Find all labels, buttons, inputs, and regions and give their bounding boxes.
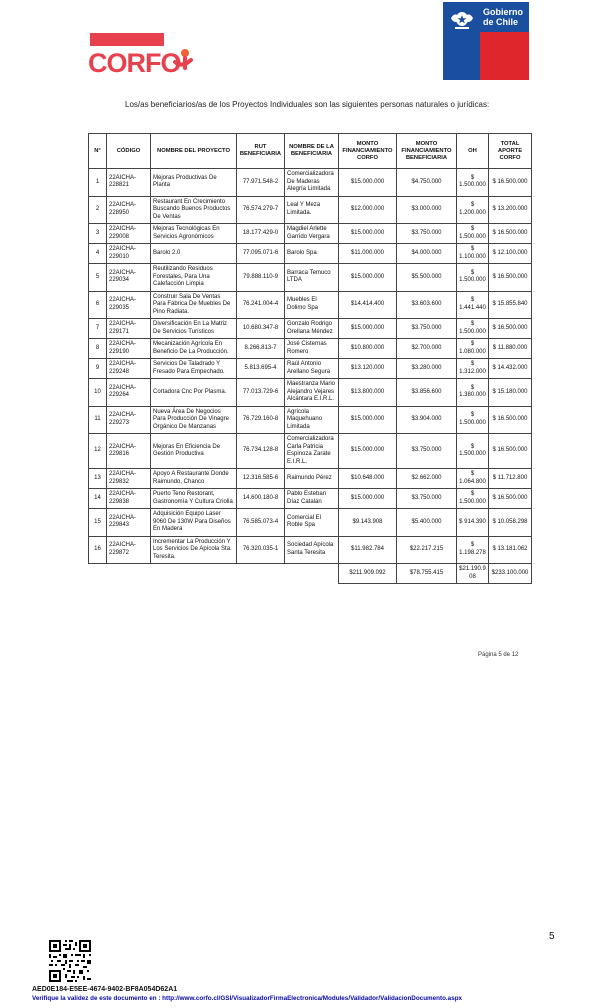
page-indicator: Página 5 de 12 [478, 652, 519, 658]
total-aporte: $ 11.880.000 [489, 339, 532, 359]
total-aporte: $ 16.500.000 [489, 434, 532, 469]
project-name: Cortadora Cnc Por Plasma. [151, 379, 237, 407]
row-number: 16 [89, 536, 107, 564]
row-number: 11 [89, 406, 107, 434]
corfo-logo-text: CORFO [88, 48, 181, 78]
project-name: Servicios De Taladrado Y Fresado Para Empechado. [151, 359, 237, 379]
chile-coat-of-arms-icon [449, 10, 475, 37]
project-name: Nueva Área De Negocios Para Producción De Vinagre Orgánico De Manzanas [151, 406, 237, 434]
amount-corfo: $12.000.000 [339, 196, 397, 224]
col-header-nombre-proyecto: NOMBRE DEL PROYECTO [151, 134, 237, 169]
rut-beneficiaria: 79.888.110-9 [237, 264, 285, 292]
amount-beneficiary: $3.750.000 [397, 489, 457, 509]
row-number: 13 [89, 469, 107, 489]
gobierno-logo-blue-panel [443, 2, 480, 80]
project-code: 22AICHA-229838 [107, 489, 151, 509]
amount-beneficiary: $3.750.000 [397, 224, 457, 244]
amount-corfo: $15.000.000 [339, 489, 397, 509]
project-code: 22AICHA-229248 [107, 359, 151, 379]
total-aporte: $ 16.500.000 [489, 319, 532, 339]
project-name: Adquisición Equipo Laser 9060 De 130W Para Diseños En Madera [151, 509, 237, 537]
amount-beneficiary: $2.700.000 [397, 339, 457, 359]
project-code: 22AICHA-229008 [107, 224, 151, 244]
gobierno-logo-line1: Gobierno [483, 7, 523, 17]
amount-beneficiary: $4.750.000 [397, 169, 457, 197]
amount-corfo: $11.000.000 [339, 244, 397, 264]
beneficiaries-table-body [89, 169, 532, 564]
total-aporte: $ 16.500.000 [489, 264, 532, 292]
rut-beneficiaria: 76.729.160-8 [237, 406, 285, 434]
table-row [89, 379, 532, 407]
gobierno-de-chile-logo [443, 2, 529, 80]
project-code: 22AICHA-228950 [107, 196, 151, 224]
total-aporte: $ 13.181.062 [489, 536, 532, 564]
amount-corfo: $14.414.400 [339, 291, 397, 319]
table-row [89, 536, 532, 564]
overhead-amount: $ 1.064.800 [457, 469, 489, 489]
table-row [89, 469, 532, 489]
beneficiary-name: Barolo Spa [285, 244, 339, 264]
beneficiary-name: Leal Y Meza Limitada. [285, 196, 339, 224]
col-header-rut-beneficiaria: RUT BENEFICIARIA [237, 134, 285, 169]
total-aporte: $ 16.500.000 [489, 406, 532, 434]
rut-beneficiaria: 8.266.813-7 [237, 339, 285, 359]
amount-corfo: $11.982.784 [339, 536, 397, 564]
amount-corfo: $15.000.000 [339, 169, 397, 197]
amount-corfo: $13.120.000 [339, 359, 397, 379]
beneficiary-name: Comercializadora De Maderas Alegría Limitada [285, 169, 339, 197]
rut-beneficiaria: 18.177.429-0 [237, 224, 285, 244]
overhead-amount: $ 1.200.000 [457, 196, 489, 224]
col-header-codigo: CÓDIGO [107, 134, 151, 169]
total-aporte-corfo: $233.100.000 [489, 564, 532, 584]
overhead-amount: $ 1.100.000 [457, 244, 489, 264]
project-code: 22AICHA-229190 [107, 339, 151, 359]
col-header-monto-corfo: MONTO FINANCIAMIENTO CORFO [339, 134, 397, 169]
project-name: Mecanización Agrícola En Beneficio De La Producción. [151, 339, 237, 359]
total-aporte: $ 16.500.000 [489, 169, 532, 197]
total-aporte: $ 11.712.800 [489, 469, 532, 489]
col-header-monto-beneficiaria: MONTO FINANCIAMIENTO BENEFICIARIA [397, 134, 457, 169]
total-monto-corfo: $211.909.092 [339, 564, 397, 584]
beneficiary-name: Magdiel Arlette Garrido Vergara [285, 224, 339, 244]
beneficiary-name: Raimundo Pérez [285, 469, 339, 489]
row-number: 3 [89, 224, 107, 244]
project-code: 22AICHA-229171 [107, 319, 151, 339]
row-number: 7 [89, 319, 107, 339]
overhead-amount: $ 1.380.000 [457, 379, 489, 407]
row-number: 5 [89, 264, 107, 292]
beneficiary-name: Maestranza Mario Alejandro Vejares Alcántara E.I.R.L. [285, 379, 339, 407]
project-code: 22AICHA-229273 [107, 406, 151, 434]
overhead-amount: $ 1.080.000 [457, 339, 489, 359]
table-row [89, 339, 532, 359]
row-number: 14 [89, 489, 107, 509]
totals-row [89, 564, 532, 584]
project-name: Construir Sala De Ventas Para Fábrica De Muebles De Pino Radiata. [151, 291, 237, 319]
amount-corfo: $15.000.000 [339, 406, 397, 434]
rut-beneficiaria: 10.680.347-8 [237, 319, 285, 339]
table-row [89, 169, 532, 197]
amount-beneficiary: $3.280.000 [397, 359, 457, 379]
beneficiary-name: Sociedad Apícola Santa Teresita [285, 536, 339, 564]
overhead-amount: $ 1.500.000 [457, 434, 489, 469]
row-number: 10 [89, 379, 107, 407]
beneficiary-name: Raúl Antonio Arellano Segura [285, 359, 339, 379]
amount-beneficiary: $3.856.600 [397, 379, 457, 407]
row-number: 2 [89, 196, 107, 224]
overhead-amount: $ 1.500.000 [457, 489, 489, 509]
amount-beneficiary: $3.750.000 [397, 319, 457, 339]
document-verification-code: AED0E184-E5EE-4674-9402-BF8A054D62A1 [32, 986, 178, 993]
project-code: 22AICHA-229010 [107, 244, 151, 264]
project-name: Diversificación En La Matriz De Servicios Turísticos [151, 319, 237, 339]
beneficiaries-table-container [88, 133, 531, 584]
col-header-nombre-beneficiaria: NOMBRE DE LA BENEFICIARIA [285, 134, 339, 169]
project-name: Puerto Teno Restorant, Gastronomía Y Cultura Criolla [151, 489, 237, 509]
amount-corfo: $15.000.000 [339, 224, 397, 244]
row-number: 4 [89, 244, 107, 264]
overhead-amount: $ 1.500.000 [457, 224, 489, 244]
total-aporte: $ 15.180.000 [489, 379, 532, 407]
project-code: 22AICHA-229832 [107, 469, 151, 489]
intro-paragraph: Los/as beneficiarios/as de los Proyectos Individuales son las siguientes personas naturales o jurídicas: [125, 100, 490, 109]
project-code: 22AICHA-229264 [107, 379, 151, 407]
amount-beneficiary: $3.904.000 [397, 406, 457, 434]
project-name: Barolo 2.0 [151, 244, 237, 264]
table-row [89, 509, 532, 537]
total-aporte: $ 13.200.000 [489, 196, 532, 224]
row-number: 12 [89, 434, 107, 469]
gobierno-logo-wordmark [480, 2, 529, 32]
table-row [89, 291, 532, 319]
rut-beneficiaria: 76.585.073-4 [237, 509, 285, 537]
rut-beneficiaria: 77.013.729-6 [237, 379, 285, 407]
beneficiary-name: Gonzalo Rodrigo Orellana Méndez [285, 319, 339, 339]
totals-spacer [89, 564, 339, 584]
amount-corfo: $9.143.908 [339, 509, 397, 537]
amount-beneficiary: $22.217.215 [397, 536, 457, 564]
rut-beneficiaria: 76.241.004-4 [237, 291, 285, 319]
corfo-person-icon [172, 48, 194, 77]
verification-link[interactable]: Verifique la validez de este documento en : http://www.corfo.cl/GSI/VisualizadorFirmaElectronica/Modules/Validador/ValidacionDocumento.aspx [32, 995, 463, 1002]
project-name: Restaurant En Crecimiento Buscando Buenos Productos De Ventas [151, 196, 237, 224]
total-aporte: $ 16.500.000 [489, 224, 532, 244]
project-name: Mejoras En Eficiencia De Gestión Productiva [151, 434, 237, 469]
beneficiary-name: Pablo Esteban Díaz Catalán [285, 489, 339, 509]
table-row [89, 434, 532, 469]
total-oh: $21.190.908 [457, 564, 489, 584]
amount-beneficiary: $5.500.000 [397, 264, 457, 292]
overhead-amount: $ 1.500.000 [457, 264, 489, 292]
project-code: 22AICHA-229872 [107, 536, 151, 564]
gobierno-logo-right-panel [480, 2, 529, 80]
row-number: 6 [89, 291, 107, 319]
rut-beneficiaria: 76.320.035-1 [237, 536, 285, 564]
total-aporte: $ 14.432.000 [489, 359, 532, 379]
amount-corfo: $15.000.000 [339, 264, 397, 292]
total-aporte: $ 16.500.000 [489, 489, 532, 509]
total-aporte: $ 12.100.000 [489, 244, 532, 264]
project-name: Mejoras Tecnológicas En Servicios Agronómicos [151, 224, 237, 244]
col-header-oh: OH [457, 134, 489, 169]
overhead-amount: $ 1.500.000 [457, 169, 489, 197]
amount-beneficiary: $3.603.600 [397, 291, 457, 319]
table-row [89, 224, 532, 244]
total-aporte: $ 10.058.298 [489, 509, 532, 537]
beneficiaries-table [88, 133, 532, 584]
gobierno-logo-line2: de Chile [483, 17, 519, 27]
beneficiary-name: Comercializadora Carla Patricia Espinoza Zarate E.I.R.L. [285, 434, 339, 469]
amount-beneficiary: $3.750.000 [397, 434, 457, 469]
project-name: Reutilizando Residuos Forestales, Para Una Calefacción Limpia [151, 264, 237, 292]
overhead-amount: $ 1.500.000 [457, 319, 489, 339]
amount-corfo: $15.000.000 [339, 319, 397, 339]
table-row [89, 359, 532, 379]
table-row [89, 264, 532, 292]
table-row [89, 196, 532, 224]
amount-corfo: $10.800.000 [339, 339, 397, 359]
project-name: Mejoras Productivas De Planta [151, 169, 237, 197]
col-header-numero: N° [89, 134, 107, 169]
row-number: 8 [89, 339, 107, 359]
total-monto-beneficiaria: $78.755.415 [397, 564, 457, 584]
rut-beneficiaria: 12.316.585-6 [237, 469, 285, 489]
beneficiary-name: Barraca Temuco LTDA [285, 264, 339, 292]
page-number: 5 [549, 931, 555, 942]
amount-beneficiary: $3.000.000 [397, 196, 457, 224]
row-number: 1 [89, 169, 107, 197]
overhead-amount: $ 1.198.278 [457, 536, 489, 564]
amount-corfo: $13.800.000 [339, 379, 397, 407]
table-header-row [89, 134, 532, 169]
amount-beneficiary: $2.662.000 [397, 469, 457, 489]
gobierno-logo-red-panel [480, 32, 529, 80]
table-row [89, 244, 532, 264]
rut-beneficiaria: 5.813.695-4 [237, 359, 285, 379]
amount-corfo: $15.000.000 [339, 434, 397, 469]
project-name: Apoyo A Restaurante Donde Raimundo, Chanco [151, 469, 237, 489]
corfo-logo-bar [90, 33, 164, 46]
project-code: 22AICHA-228821 [107, 169, 151, 197]
rut-beneficiaria: 77.971.548-2 [237, 169, 285, 197]
table-row [89, 319, 532, 339]
beneficiary-name: Agrícola Maquehuano Limitada [285, 406, 339, 434]
qr-code [47, 938, 93, 984]
amount-beneficiary: $5.400.000 [397, 509, 457, 537]
project-code: 22AICHA-229843 [107, 509, 151, 537]
rut-beneficiaria: 76.574.279-7 [237, 196, 285, 224]
beneficiary-name: Comercial El Roble Spa [285, 509, 339, 537]
total-aporte: $ 15.855.840 [489, 291, 532, 319]
row-number: 15 [89, 509, 107, 537]
table-row [89, 406, 532, 434]
rut-beneficiaria: 77.095.071-6 [237, 244, 285, 264]
rut-beneficiaria: 14.600.180-8 [237, 489, 285, 509]
overhead-amount: $ 1.312.000 [457, 359, 489, 379]
table-row [89, 489, 532, 509]
rut-beneficiaria: 76.734.128-8 [237, 434, 285, 469]
corfo-logo [88, 30, 198, 85]
project-code: 22AICHA-229816 [107, 434, 151, 469]
amount-beneficiary: $4.000.000 [397, 244, 457, 264]
project-name: Incrementar La Producción Y Los Servicios De Apícola Sta. Teresita. [151, 536, 237, 564]
overhead-amount: $ 1.441.440 [457, 291, 489, 319]
beneficiary-name: Muebles El Dolimo Spa [285, 291, 339, 319]
amount-corfo: $10.648.000 [339, 469, 397, 489]
project-code: 22AICHA-229034 [107, 264, 151, 292]
row-number: 9 [89, 359, 107, 379]
overhead-amount: $ 1.500.000 [457, 406, 489, 434]
overhead-amount: $ 914.390 [457, 509, 489, 537]
project-code: 22AICHA-229035 [107, 291, 151, 319]
beneficiary-name: José Cisternas Romero [285, 339, 339, 359]
col-header-total-aporte: TOTAL APORTE CORFO [489, 134, 532, 169]
